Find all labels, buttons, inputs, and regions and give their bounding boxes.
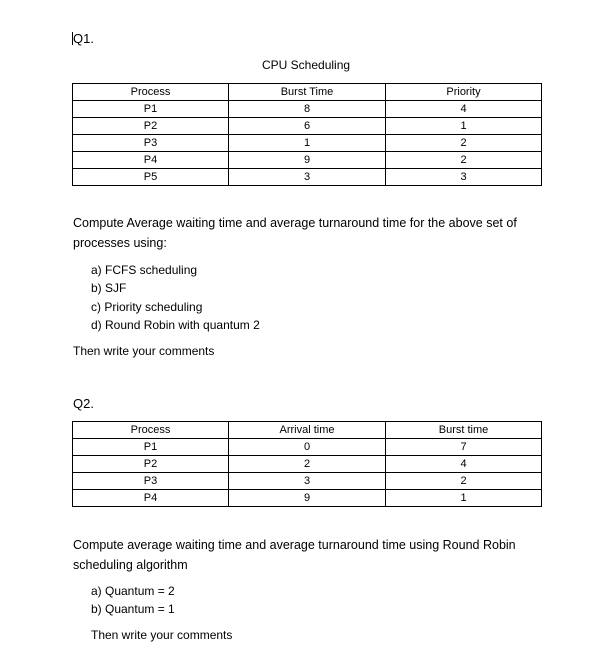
table-row [73, 152, 542, 169]
table-row [73, 439, 542, 456]
table-row [73, 169, 542, 186]
table-cell: P3 [73, 135, 229, 152]
header-cell: Arrival time [229, 422, 386, 439]
table-row [73, 490, 542, 507]
table-cell: P2 [73, 118, 229, 135]
q1-title: CPU Scheduling [262, 58, 351, 72]
q1-option-b: b) SJF [91, 281, 127, 295]
q2-table [72, 421, 542, 507]
table-cell: 4 [386, 101, 542, 118]
table-cell: 1 [386, 490, 542, 507]
table-cell: 0 [229, 439, 386, 456]
q2-comment: Then write your comments [91, 628, 233, 642]
header-cell: Process [73, 84, 229, 101]
table-row [73, 101, 542, 118]
table-cell: 1 [386, 118, 542, 135]
table-cell: 6 [229, 118, 386, 135]
header-cell: Burst time [386, 422, 542, 439]
table-cell: P4 [73, 490, 229, 507]
header-cell: Priority [386, 84, 542, 101]
table-cell: P2 [73, 456, 229, 473]
table-cell: 2 [386, 473, 542, 490]
table-cell: 7 [386, 439, 542, 456]
q1-heading: Q1. [73, 31, 94, 46]
table-cell: 1 [229, 135, 386, 152]
table-cell: P1 [73, 101, 229, 118]
q1-option-d: d) Round Robin with quantum 2 [91, 318, 260, 332]
table-cell: 3 [229, 169, 386, 186]
q1-prompt: Compute Average waiting time and average turnaround time for the above set of processes using: [73, 216, 517, 250]
q1-option-a: a) FCFS scheduling [91, 263, 198, 277]
table-row [73, 456, 542, 473]
q1-table [72, 83, 542, 186]
q2-option-b: b) Quantum = 1 [91, 602, 175, 616]
q2-option-a: a) Quantum = 2 [91, 584, 175, 598]
table-cell: 3 [229, 473, 386, 490]
q1-option-c: c) Priority scheduling [91, 300, 203, 314]
header-cell: Burst Time [229, 84, 386, 101]
table-cell: P3 [73, 473, 229, 490]
header-cell: Process [73, 422, 229, 439]
table-cell: P4 [73, 152, 229, 169]
q2-heading: Q2. [73, 396, 94, 411]
table-cell: 9 [229, 152, 386, 169]
table-cell: 9 [229, 490, 386, 507]
table-cell: P1 [73, 439, 229, 456]
table-cell: 8 [229, 101, 386, 118]
table-cell: 4 [386, 456, 542, 473]
table-cell: 3 [386, 169, 542, 186]
table-row [73, 473, 542, 490]
table-cell: P5 [73, 169, 229, 186]
q1-comment: Then write your comments [73, 344, 215, 358]
table-cell: 2 [386, 135, 542, 152]
table-header-row [73, 422, 542, 439]
q2-prompt: Compute average waiting time and average turnaround time using Round Robin scheduling algorithm [73, 538, 516, 572]
table-cell: 2 [386, 152, 542, 169]
table-cell: 2 [229, 456, 386, 473]
table-header-row [73, 84, 542, 101]
table-row [73, 135, 542, 152]
table-row [73, 118, 542, 135]
